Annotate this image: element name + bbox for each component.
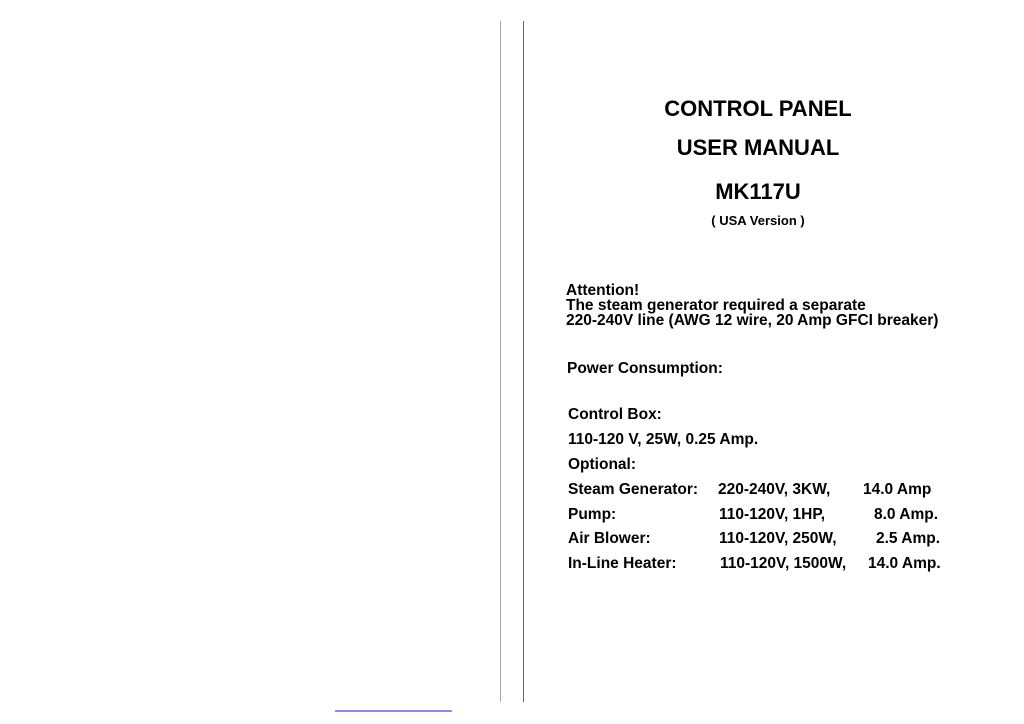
- page-divider-left: [500, 21, 501, 702]
- spec-voltage: 110-120V, 1HP,: [719, 506, 826, 523]
- spec-label: In-Line Heater:: [568, 555, 677, 572]
- attention-line-1: The steam generator required a separate: [566, 297, 866, 314]
- version-label: ( USA Version ): [711, 213, 805, 228]
- spec-row-pump: [568, 506, 939, 524]
- spec-row-inline-heater: [568, 555, 941, 573]
- spec-label: Pump:: [568, 506, 617, 523]
- page-divider-right: [523, 21, 524, 702]
- spec-voltage: 220-240V, 3KW,: [718, 481, 831, 498]
- spec-row-steam-generator: [568, 481, 932, 499]
- model-number: MK117U: [715, 179, 801, 204]
- title-control-panel: CONTROL PANEL: [664, 96, 852, 121]
- spec-amps: 8.0 Amp.: [874, 506, 939, 523]
- spec-label: Steam Generator:: [568, 481, 699, 498]
- spec-amps: 14.0 Amp: [863, 481, 932, 498]
- spec-row-air-blower: [568, 530, 941, 548]
- spec-amps: 14.0 Amp.: [868, 555, 941, 572]
- power-consumption-heading: Power Consumption:: [567, 360, 723, 377]
- control-box-heading: Control Box:: [568, 406, 662, 423]
- attention-block: [566, 283, 938, 328]
- spec-label: Air Blower:: [568, 530, 651, 547]
- control-box-spec: 110-120 V, 25W, 0.25 Amp.: [568, 431, 759, 448]
- spec-voltage: 110-120V, 250W,: [719, 530, 837, 547]
- attention-line-2: 220-240V line (AWG 12 wire, 20 Amp GFCI breaker): [566, 312, 939, 329]
- spec-amps: 2.5 Amp.: [876, 530, 941, 547]
- title-user-manual: USER MANUAL: [676, 135, 840, 160]
- attention-heading: Attention!: [566, 282, 640, 299]
- optional-heading: Optional:: [568, 456, 637, 473]
- spec-voltage: 110-120V, 1500W,: [720, 555, 847, 572]
- footer-rule: [335, 710, 452, 712]
